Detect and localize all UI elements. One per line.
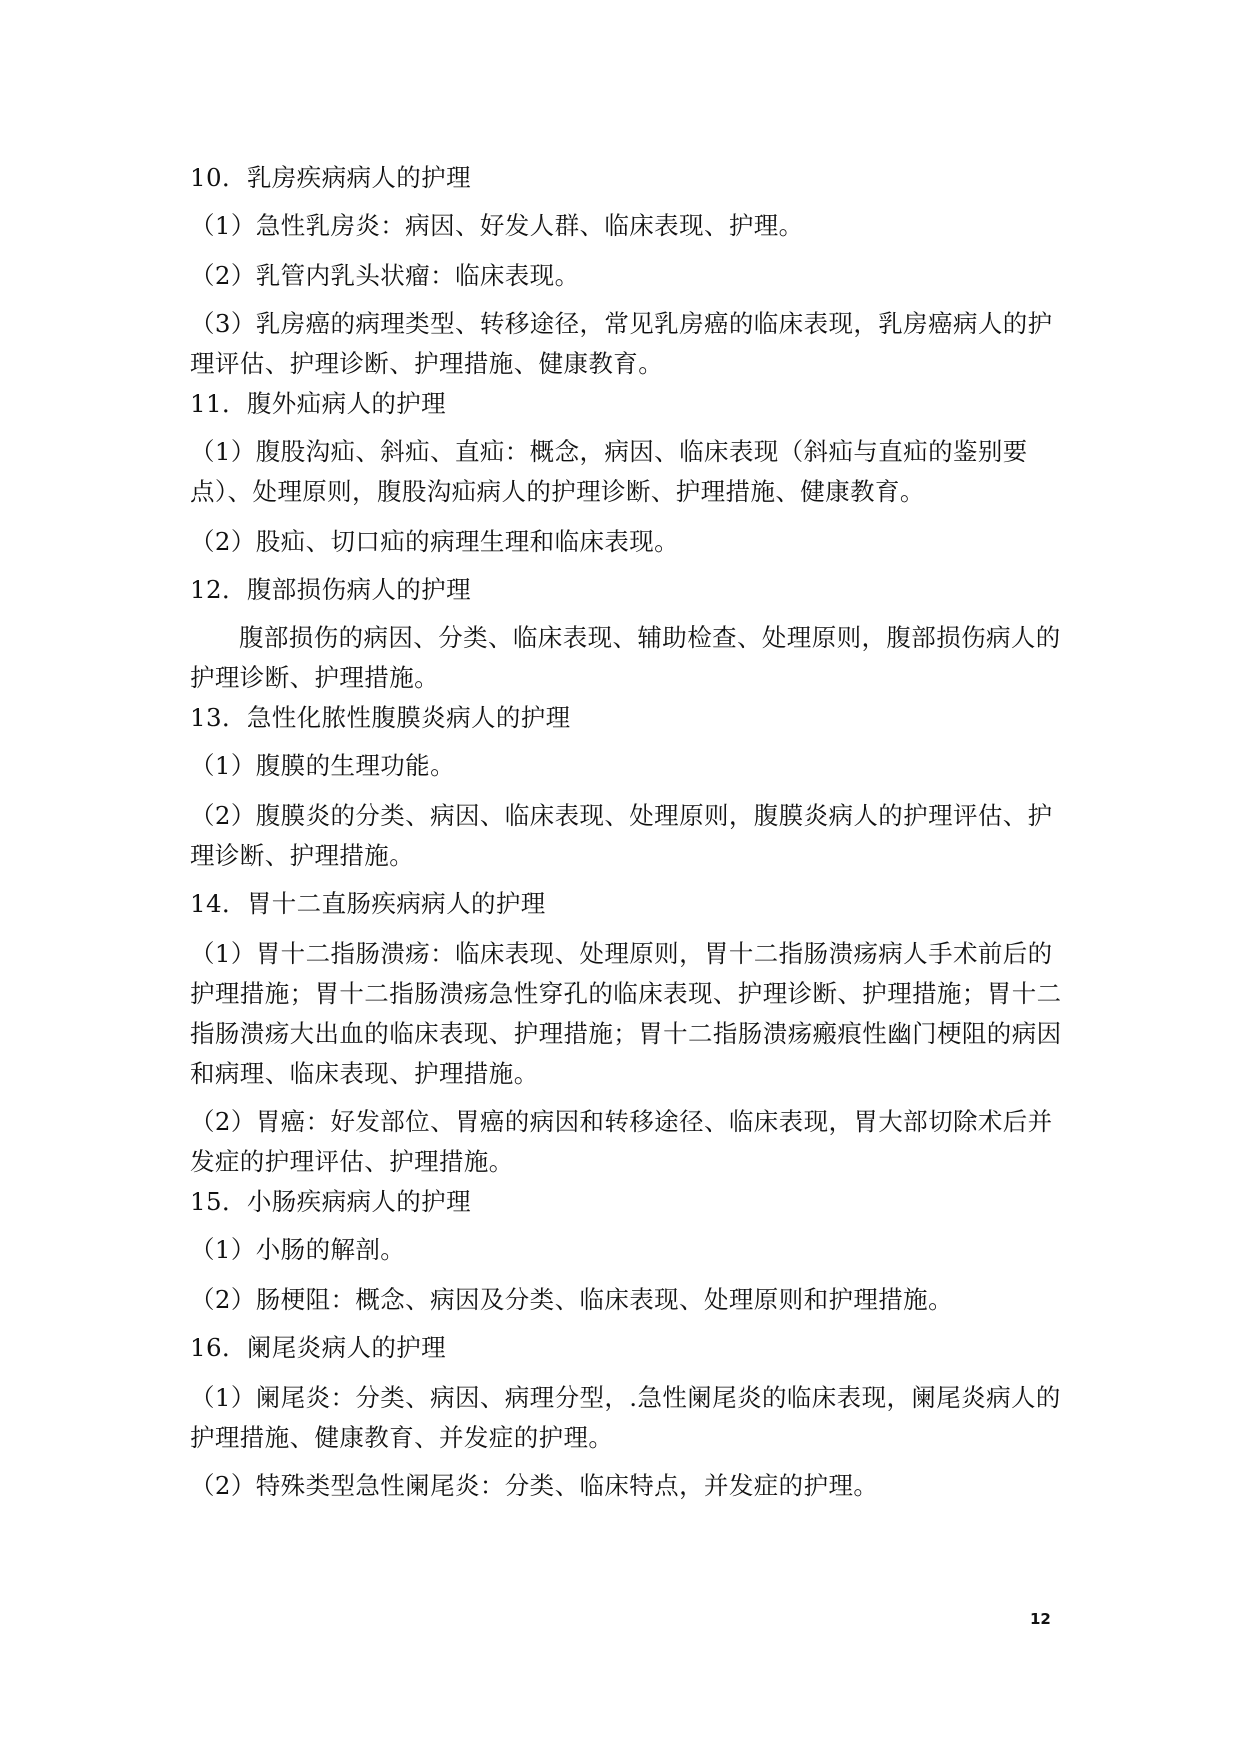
section-10-item-3: （3）乳房癌的病理类型、转移途径，常见乳房癌的临床表现，乳房癌病人的护理评估、护理诊断、护理措施、健康教育。 xyxy=(190,309,1053,378)
section-12-paragraph: 腹部损伤的病因、分类、临床表现、辅助检查、处理原则，腹部损伤病人的护理诊断、护理措施。 xyxy=(190,623,1061,692)
section-15-heading: 15．小肠疾病病人的护理 xyxy=(190,1187,471,1216)
section-16-item-1: （1）阑尾炎：分类、病因、病理分型，.急性阑尾炎的临床表现，阑尾炎病人的护理措施、健康教育、并发症的护理。 xyxy=(190,1383,1061,1452)
section-15-item-2: （2）肠梗阻：概念、病因及分类、临床表现、处理原则和护理措施。 xyxy=(190,1285,953,1314)
section-13-heading: 13．急性化脓性腹膜炎病人的护理 xyxy=(190,703,571,732)
section-11-item-1: （1）腹股沟疝、斜疝、直疝：概念，病因、临床表现（斜疝与直疝的鉴别要点）、处理原则，腹股沟疝病人的护理诊断、护理措施、健康教育。 xyxy=(190,437,1028,506)
section-16-heading: 16．阑尾炎病人的护理 xyxy=(190,1333,447,1362)
section-10-heading: 10．乳房疾病病人的护理 xyxy=(190,163,471,192)
section-14-item-1: （1）胃十二指肠溃疡：临床表现、处理原则，胃十二指肠溃疡病人手术前后的护理措施；胃十二指肠溃疡急性穿孔的临床表现、护理诊断、护理措施；胃十二指肠溃疡大出血的临床表现、护理措施；胃十二指肠溃疡瘢痕性幽门梗阻的病因和病理、临床表现、护理措施。 xyxy=(190,939,1062,1088)
section-13-item-2: （2）腹膜炎的分类、病因、临床表现、处理原则，腹膜炎病人的护理评估、护理诊断、护理措施。 xyxy=(190,801,1053,870)
section-11-heading: 11．腹外疝病人的护理 xyxy=(190,389,447,418)
page-number: 12 xyxy=(1030,1610,1051,1628)
section-15-item-1: （1）小肠的解剖。 xyxy=(190,1235,406,1264)
section-10-item-2: （2）乳管内乳头状瘤：临床表现。 xyxy=(190,261,580,290)
document-body xyxy=(190,158,1066,1506)
section-12-heading: 12．腹部损伤病人的护理 xyxy=(190,575,471,604)
section-14-heading: 14．胃十二直肠疾病病人的护理 xyxy=(190,889,546,918)
section-10-item-1: （1）急性乳房炎：病因、好发人群、临床表现、护理。 xyxy=(190,211,804,240)
section-14-item-2: （2）胃癌：好发部位、胃癌的病因和转移途径、临床表现，胃大部切除术后并发症的护理评估、护理措施。 xyxy=(190,1107,1053,1176)
section-11-item-2: （2）股疝、切口疝的病理生理和临床表现。 xyxy=(190,527,680,556)
section-13-item-1: （1）腹膜的生理功能。 xyxy=(190,751,455,780)
section-16-item-2: （2）特殊类型急性阑尾炎：分类、临床特点，并发症的护理。 xyxy=(190,1471,879,1500)
